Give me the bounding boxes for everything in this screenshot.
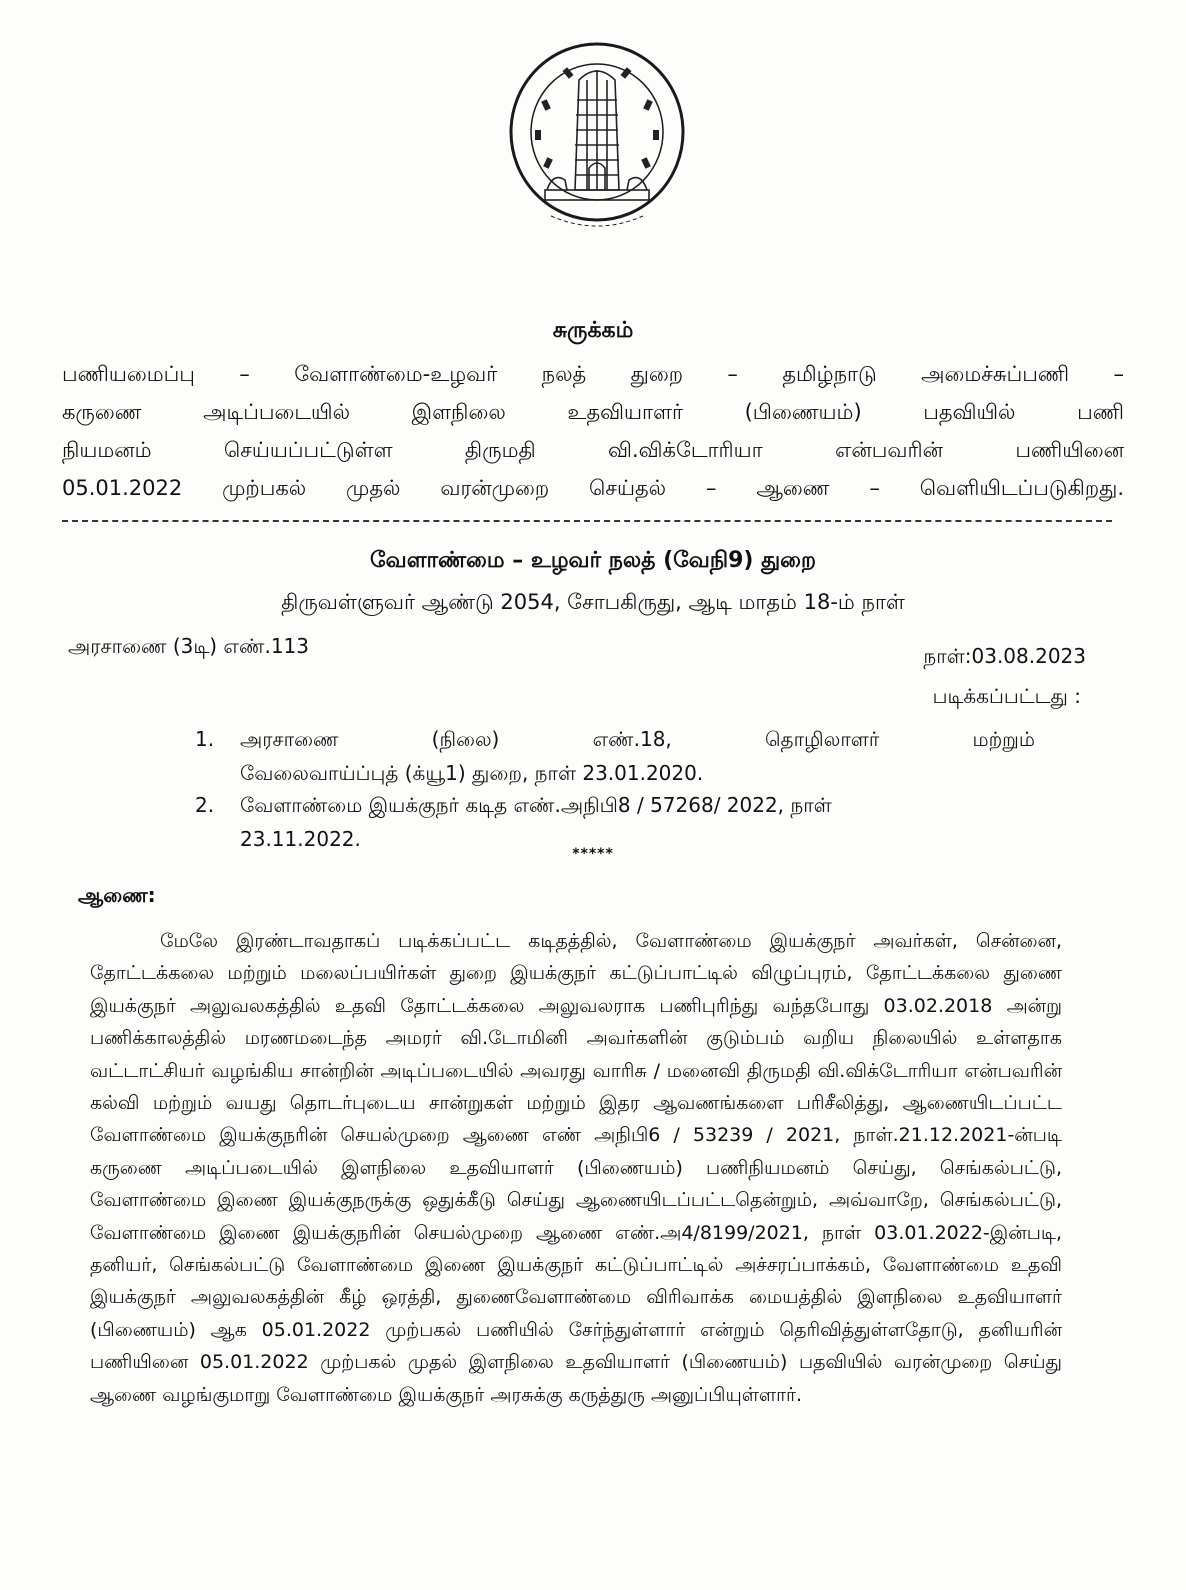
department-heading: வேளாண்மை – உழவர் நலத் (வேநி9) துறை [370, 548, 816, 573]
thiruvalluvar-date: திருவள்ளுவர் ஆண்டு 2054, சோபகிருது, ஆடி மாதம் 18-ம் நாள் [281, 590, 905, 614]
subject-paragraph [62, 355, 1124, 507]
subject-line: பணியமைப்பு – வேளாண்மை-உழவர் நலத் துறை – தமிழ்நாடு அமைச்சுப்பணி – [62, 362, 1124, 386]
reference-number: 1. [195, 727, 215, 751]
summary-title: சுருக்கம் [552, 318, 634, 343]
go-number: அரசாணை (3டி) எண்.113 [68, 634, 310, 658]
reference-item [195, 722, 1035, 790]
reference-line: வேலைவாய்ப்புத் (க்யூ1) துறை, நாள் 23.01.2020. [240, 761, 704, 785]
reference-line: அரசாணை (நிலை) எண்.18, தொழிலாளர் மற்றும் [240, 727, 1035, 751]
subject-line: கருணை அடிப்படையில் இளநிலை உதவியாளர் (பிணையம்) பதவியில் பணி [62, 400, 1124, 424]
reference-number: 2. [195, 793, 215, 817]
tamil-nadu-emblem-icon [505, 40, 689, 240]
read-label: படிக்கப்பட்டது : [932, 684, 1081, 708]
subject-line: நியமனம் செய்யப்பட்டுள்ள திருமதி வி.விக்டோரியா என்பவரின் பணியினை [62, 438, 1124, 462]
subject-line: 05.01.2022 முற்பகல் முதல் வரன்முறை செய்தல் – ஆணை – வெளியிடப்படுகிறது. [62, 476, 1124, 500]
dashed-divider [62, 520, 1112, 522]
go-date: நாள்:03.08.2023 [923, 644, 1086, 668]
separator: ***** [572, 846, 614, 862]
order-body: மேலே இரண்டாவதாகப் படிக்கப்பட்ட கடிதத்தில், வேளாண்மை இயக்குநர் அவர்கள், சென்னை, தோட்டக்கலை மற்றும் மலைப்பயிர்கள் துறை இயக்குநர் கட்டுப்பாட்டில் விழுப்புரம், தோட்டக்கலை துணை இயக்குநர் அலுவலகத்தில் உதவி தோட்டக்கலை அலுவலராக பணிபுரிந்து வந்தபோது 03.02.2018 அன்று பணிக்காலத்தில் மரணமடைந்த அமரர் வி.டோமினி அவர்களின் குடும்பம் வறிய நிலையில் உள்ளதாக வட்டாட்சியர் வழங்கிய சான்றின் அடிப்படையில் அவரது வாரிசு / மனைவி திருமதி வி.விக்டோரியா என்பவரின் கல்வி மற்றும் வயது தொடர்புடைய சான்றுகள் மற்றும் இதர ஆவணங்களை பரிசீலித்து, ஆணையிடப்பட்ட வேளாண்மை இயக்குநரின் செயல்முறை ஆணை எண் அநிபி6 / 53239 / 2021, நாள்.21.12.2021-ன்படி கருணை அடிப்படையில் இளநிலை உதவியாளர் (பிணையம்) பணிநியமனம் செய்து, செங்கல்பட்டு, வேளாண்மை இணை இயக்குநருக்கு ஒதுக்கீடு செய்து ஆணையிடப்பட்டதென்றும், அவ்வாறே, செங்கல்பட்டு, வேளாண்மை இணை இயக்குநரின் செயல்முறை ஆணை எண்.அ4/8199/2021, நாள் 03.01.2022-இன்படி, தனியர், செங்கல்பட்டு வேளாண்மை இணை இயக்குநர் கட்டுப்பாட்டில் அச்சரப்பாக்கம், வேளாண்மை உதவி இயக்குநர் அலுவலகத்தின் கீழ் ஒரத்தி, துணைவேளாண்மை விரிவாக்க மையத்தில் இளநிலை உதவியாளர் (பிணையம்) ஆக 05.01.2022 முற்பகல் பணியில் சேர்ந்துள்ளார் என்றும் தெரிவித்துள்ளதோடு, தனியரின் பணியினை 05.01.2022 முற்பகல் முதல் இளநிலை உதவியாளர் (பிணையம்) பதவியில் வரன்முறை செய்து ஆணை வழங்குமாறு வேளாண்மை இயக்குநர் அரசுக்கு கருத்துரு அனுப்பியுள்ளார். [90, 930, 1062, 1406]
reference-line: வேளாண்மை இயக்குநர் கடித எண்.அநிபி8 / 57268/ 2022, நாள் [240, 793, 832, 817]
reference-line: 23.11.2022. [240, 827, 361, 851]
order-heading: ஆணை: [78, 883, 156, 907]
